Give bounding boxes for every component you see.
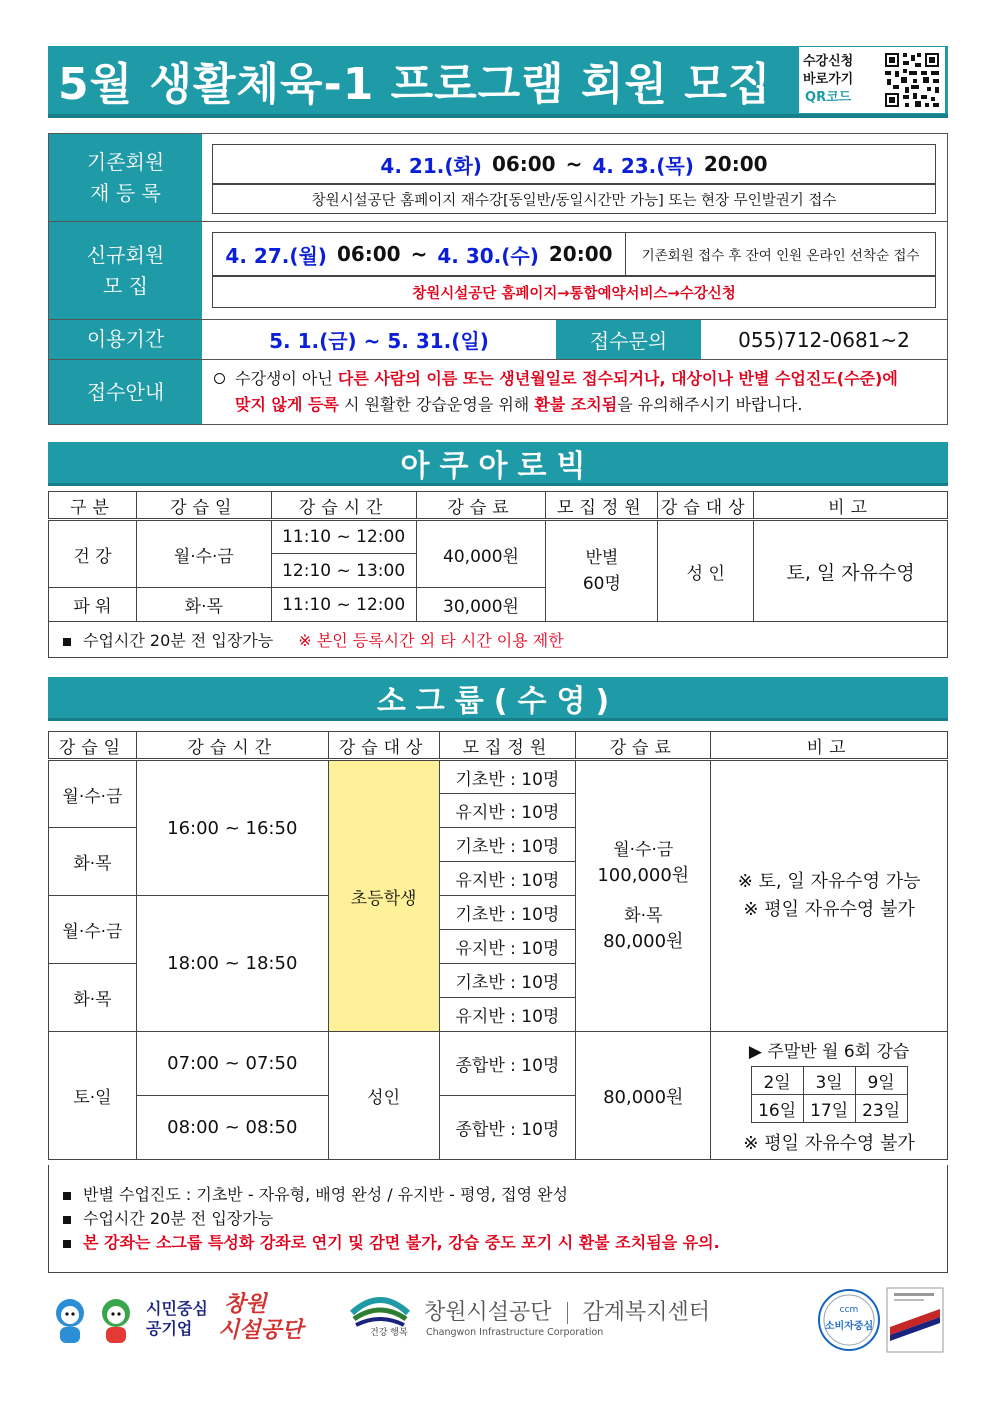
notice-part2: 다른 사람의 이름 또는 생년월일로 접수되거나, 대상이나 반별 수업진도(수준)에 bbox=[337, 369, 898, 388]
registration-info bbox=[48, 133, 948, 425]
existing-end-date: 4. 23.(목) bbox=[592, 153, 694, 178]
list-item bbox=[63, 1183, 947, 1207]
corporation-logo-icon bbox=[346, 1291, 414, 1347]
swim-weekend-time-2: 08:00 ~ 08:50 bbox=[136, 1096, 328, 1160]
mascot-icon bbox=[50, 1293, 140, 1349]
aqua-header-fee: 강습료 bbox=[416, 492, 546, 520]
new-tilde: ~ bbox=[410, 242, 428, 266]
new-end-time: 20:00 bbox=[548, 242, 613, 266]
weekend-date: 3일 bbox=[803, 1066, 855, 1094]
swim-class-4: 유지반 : 10명 bbox=[439, 862, 576, 896]
swim-note-warning: 본 강좌는 소그룹 특성화 강좌로 연기 및 감면 불가, 강습 중도 포기 시 환불 조치됨을 유의. bbox=[83, 1233, 720, 1252]
org-name-kr: 창원시설공단 bbox=[424, 1300, 552, 1325]
notice-part6: 을 유의해주시기 바랍니다. bbox=[617, 395, 803, 414]
swim-class-2: 유지반 : 10명 bbox=[439, 794, 576, 828]
divider bbox=[567, 1302, 568, 1324]
brand-script-1: 창원 bbox=[224, 1291, 267, 1317]
slogan bbox=[146, 1299, 208, 1339]
new-side-note: 기존회원 접수 후 잔여 인원 온라인 선착순 접수 bbox=[641, 248, 920, 264]
period-row bbox=[49, 320, 947, 360]
title-banner bbox=[48, 46, 948, 118]
swim-class-8: 유지반 : 10명 bbox=[439, 998, 576, 1032]
new-signup-path: 창원시설공단 홈페이지→통합예약서비스→수강신청 bbox=[412, 285, 736, 302]
table-row bbox=[49, 520, 948, 554]
existing-desc-box bbox=[212, 184, 936, 214]
square-bullet-icon bbox=[63, 1216, 71, 1224]
swim-days-2: 화·목 bbox=[49, 828, 137, 896]
swim-days-4: 화·목 bbox=[49, 964, 137, 1032]
qr-line1: 수강신청 bbox=[803, 54, 854, 69]
aqua-fee-health: 40,000원 bbox=[416, 520, 546, 588]
swim-header-time: 강습시간 bbox=[136, 732, 328, 760]
slogan-line2: 공기업 bbox=[146, 1319, 193, 1338]
swim-weekend-target: 성인 bbox=[328, 1032, 439, 1160]
swim-note-2: 수업시간 20분 전 입장가능 bbox=[83, 1209, 274, 1228]
aqua-note-warning: ※ 본인 등록시간 외 타 시간 이용 제한 bbox=[298, 631, 564, 650]
existing-desc: 창원시설공단 홈페이지 재수강[동일반/동일시간만 가능] 또는 현장 무인발권기 접수 bbox=[311, 192, 837, 209]
existing-members-row bbox=[49, 134, 947, 222]
aqua-target: 성 인 bbox=[658, 520, 754, 622]
aqua-header-days: 강습일 bbox=[136, 492, 271, 520]
aqua-note-main: 수업시간 20분 전 입장가능 bbox=[83, 631, 274, 650]
page-title: 5월 생활체육-1 프로그램 회원 모집 bbox=[58, 59, 772, 110]
swim-fee-b-value: 80,000원 bbox=[603, 931, 684, 952]
new-members-row bbox=[49, 222, 947, 320]
list-item bbox=[63, 1231, 947, 1255]
aqua-note-row bbox=[49, 622, 948, 658]
ccm-top: ccm bbox=[839, 1305, 859, 1315]
swim-weekend-days: 토·일 bbox=[49, 1032, 137, 1160]
swim-header-row bbox=[49, 732, 948, 760]
new-dates bbox=[213, 233, 626, 275]
existing-end-time: 20:00 bbox=[703, 152, 768, 176]
qr-signup-box[interactable] bbox=[798, 46, 946, 114]
aqua-fee-power: 30,000원 bbox=[416, 588, 546, 622]
notice-part1: 수강생이 아닌 bbox=[235, 369, 338, 388]
notice-part3: 맞지 않게 등록 bbox=[235, 395, 339, 414]
aqua-header-target: 강습대상 bbox=[658, 492, 754, 520]
swim-table bbox=[48, 731, 948, 1160]
swim-class-7: 기초반 : 10명 bbox=[439, 964, 576, 998]
swim-fee-cell bbox=[576, 760, 711, 1032]
notice-row bbox=[49, 360, 947, 424]
weekend-date: 2일 bbox=[751, 1066, 803, 1094]
org-name bbox=[424, 1295, 710, 1326]
aqua-time-power: 11:10 ~ 12:00 bbox=[271, 588, 416, 622]
swim-section-title: 소그룹(수영) bbox=[48, 677, 948, 721]
certification-badge-icon bbox=[886, 1287, 944, 1353]
swim-header-capacity: 모집정원 bbox=[439, 732, 576, 760]
table-row bbox=[49, 760, 948, 794]
swim-header-fee: 강습료 bbox=[576, 732, 711, 760]
new-start-time: 06:00 bbox=[336, 242, 401, 266]
new-dates-box bbox=[212, 232, 936, 276]
existing-start-time: 06:00 bbox=[491, 152, 556, 176]
ccm-label: 소비자중심 bbox=[824, 1321, 874, 1332]
org-name-en: Changwon Infrastructure Corporation bbox=[426, 1327, 604, 1338]
swim-remark-1: ※ 토, 일 자유수영 가능 bbox=[737, 871, 921, 892]
existing-tilde: ~ bbox=[565, 152, 583, 176]
qr-line3: QR코드 bbox=[805, 90, 852, 105]
brand-script-2: 시설공단 bbox=[218, 1317, 304, 1343]
square-bullet-icon bbox=[63, 1192, 71, 1200]
table-row bbox=[49, 1032, 948, 1096]
weekend-date: 16일 bbox=[751, 1094, 803, 1122]
notice-part4: 시 원활한 강습운영을 위해 bbox=[338, 395, 535, 414]
new-end-date: 4. 30.(수) bbox=[437, 243, 539, 268]
swim-time-1: 16:00 ~ 16:50 bbox=[136, 760, 328, 896]
aqua-header-row bbox=[49, 492, 948, 520]
swim-header-target: 강습대상 bbox=[328, 732, 439, 760]
aqua-time-health-2: 12:10 ~ 13:00 bbox=[271, 554, 416, 588]
swim-class-5: 기초반 : 10명 bbox=[439, 896, 576, 930]
circle-bullet-icon bbox=[214, 373, 225, 384]
new-start-date: 4. 27.(월) bbox=[225, 243, 327, 268]
small-logo-text: 건강 행복 bbox=[370, 1328, 408, 1338]
brand-script-logo bbox=[218, 1291, 303, 1343]
aqua-type-health: 건 강 bbox=[49, 520, 137, 588]
inquiry-phone[interactable]: 055)712-0681~2 bbox=[738, 327, 910, 352]
weekend-date: 23일 bbox=[855, 1094, 907, 1122]
swim-class-3: 기초반 : 10명 bbox=[439, 828, 576, 862]
slogan-line1: 시민중심 bbox=[146, 1299, 208, 1318]
existing-start-date: 4. 21.(화) bbox=[380, 153, 482, 178]
aqua-note bbox=[49, 622, 948, 658]
swim-note-1: 반별 수업진도 : 기초반 - 자유형, 배영 완성 / 유지반 - 평영, 접영 완성 bbox=[83, 1185, 569, 1204]
aqua-type-power: 파 워 bbox=[49, 588, 137, 622]
weekend-date: 17일 bbox=[803, 1094, 855, 1122]
new-members-label: 신규회원 모 집 bbox=[49, 222, 202, 319]
swim-time-2: 18:00 ~ 18:50 bbox=[136, 896, 328, 1032]
aqua-header-time: 강습시간 bbox=[271, 492, 416, 520]
qr-code-icon[interactable] bbox=[883, 51, 941, 109]
qr-label bbox=[803, 53, 853, 107]
swim-weekend-note: ▶ 주말반 월 6회 강습 bbox=[748, 1041, 910, 1062]
swim-fee-a-value: 100,000원 bbox=[597, 865, 690, 886]
notice-part5: 환불 조치됨 bbox=[534, 395, 618, 414]
aqua-capacity: 반별 60명 bbox=[546, 520, 658, 622]
swim-class-1: 기초반 : 10명 bbox=[439, 760, 576, 794]
swim-header-remark: 비고 bbox=[711, 732, 948, 760]
qr-line2: 바로가기 bbox=[803, 72, 854, 87]
aqua-header-type: 구분 bbox=[49, 492, 137, 520]
period-label: 이용기간 bbox=[49, 320, 202, 359]
list-item bbox=[63, 1207, 947, 1231]
weekend-dates-table bbox=[751, 1066, 908, 1123]
aqua-time-health-1: 11:10 ~ 12:00 bbox=[271, 520, 416, 554]
notice-label: 접수안내 bbox=[49, 360, 202, 424]
org-center: 감계복지센터 bbox=[582, 1300, 711, 1325]
existing-members-label: 기존회원 재 등 록 bbox=[49, 134, 202, 221]
square-bullet-icon bbox=[63, 1240, 71, 1248]
swim-target-kids: 초등학생 bbox=[328, 760, 439, 1032]
weekend-date: 9일 bbox=[855, 1066, 907, 1094]
period-value: 5. 1.(금) ~ 5. 31.(일) bbox=[269, 329, 489, 353]
swim-days-1: 월·수·금 bbox=[49, 760, 137, 828]
swim-notes bbox=[48, 1165, 948, 1273]
swim-weekend-class-2: 종합반 : 10명 bbox=[439, 1096, 576, 1160]
aqua-header-capacity: 모집정원 bbox=[546, 492, 658, 520]
swim-weekend-note2: ※ 평일 자유수영 불가 bbox=[743, 1132, 915, 1154]
swim-remark-cell bbox=[711, 760, 948, 1032]
swim-header-days: 강습일 bbox=[49, 732, 137, 760]
swim-fee-b-label: 화·목 bbox=[624, 906, 663, 926]
square-bullet-icon bbox=[63, 638, 71, 646]
footer-logos bbox=[48, 1285, 948, 1355]
aqua-header-remark: 비고 bbox=[754, 492, 948, 520]
notice-text bbox=[214, 366, 939, 418]
aqua-days-health: 월·수·금 bbox=[136, 520, 271, 588]
existing-dates-box bbox=[212, 144, 936, 184]
swim-remark-2: ※ 평일 자유수영 불가 bbox=[743, 899, 915, 920]
new-path-box bbox=[212, 276, 936, 308]
swim-days-3: 월·수·금 bbox=[49, 896, 137, 964]
aqua-days-power: 화·목 bbox=[136, 588, 271, 622]
swim-weekend-class-1: 종합반 : 10명 bbox=[439, 1032, 576, 1096]
swim-weekend-remark bbox=[711, 1032, 948, 1160]
aqua-table bbox=[48, 491, 948, 658]
inquiry-label: 접수문의 bbox=[556, 320, 701, 359]
swim-weekend-fee: 80,000원 bbox=[576, 1032, 711, 1160]
aqua-section-title: 아쿠아로빅 bbox=[48, 442, 948, 486]
swim-class-6: 유지반 : 10명 bbox=[439, 930, 576, 964]
aqua-remark: 토, 일 자유수영 bbox=[754, 520, 948, 622]
swim-fee-a-label: 월·수·금 bbox=[613, 840, 674, 860]
swim-weekend-time-1: 07:00 ~ 07:50 bbox=[136, 1032, 328, 1096]
